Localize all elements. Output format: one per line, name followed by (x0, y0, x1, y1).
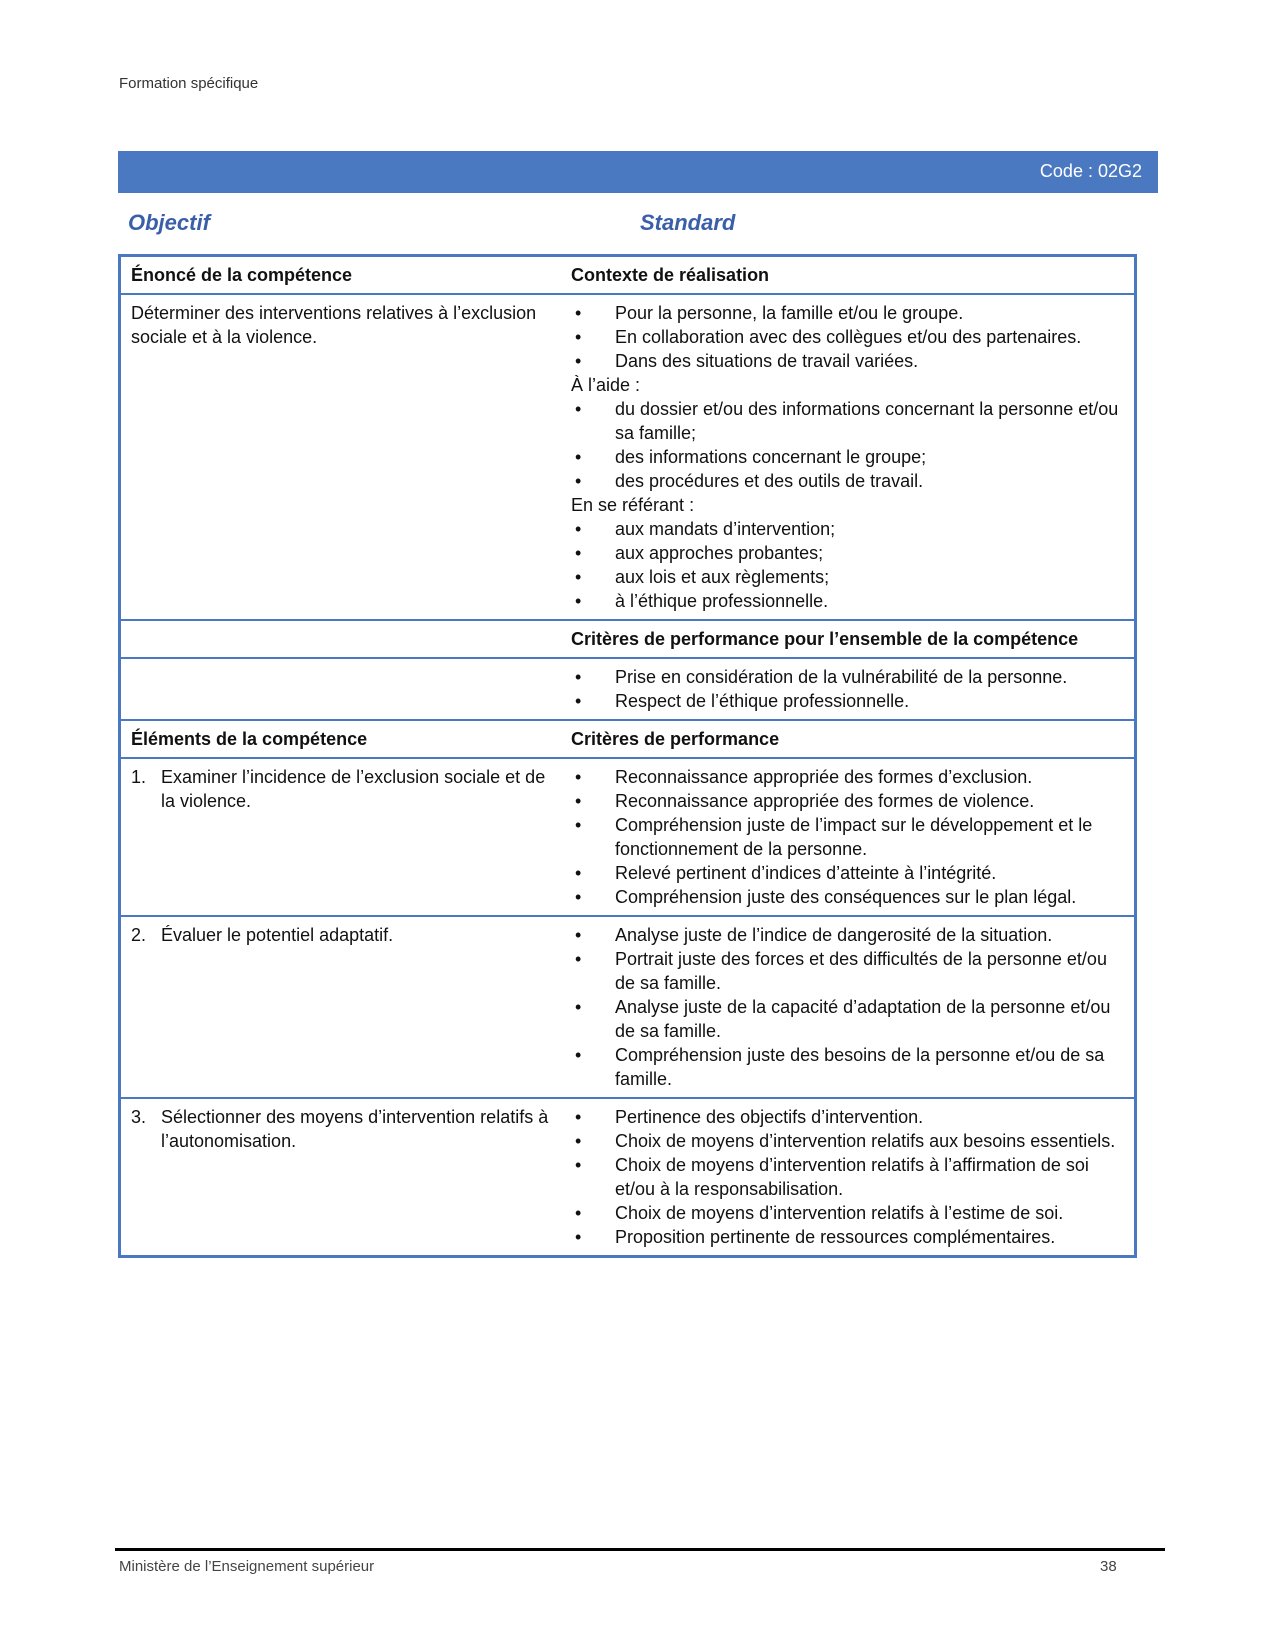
list-item: • Reconnaissance appropriée des formes de violence. (571, 789, 1128, 813)
list-item: • des procédures et des outils de travail. (571, 469, 1128, 493)
list-item: • Choix de moyens d’intervention relatifs aux besoins essentiels. (571, 1129, 1128, 1153)
list-item: • du dossier et/ou des informations concernant la personne et/ou sa famille; (571, 397, 1128, 445)
table-row (120, 658, 1136, 720)
list-item: • Pertinence des objectifs d’intervention. (571, 1105, 1128, 1129)
list-item: • Respect de l’éthique professionnelle. (571, 689, 1128, 713)
element-number: 2. (131, 925, 147, 945)
criteres-ensemble-header: Critères de performance pour l’ensemble de la compétence (571, 629, 1079, 649)
enonce-text: Déterminer des interventions relatives à l’exclusion sociale et à la violence. (131, 303, 537, 347)
footer-ministry: Ministère de l’Enseignement supérieur (119, 1558, 375, 1575)
list-item: • Choix de moyens d’intervention relatifs à l’estime de soi. (571, 1201, 1128, 1225)
list-item: • Pour la personne, la famille et/ou le groupe. (571, 301, 1128, 325)
list-item: • aux mandats d’intervention; (571, 517, 1128, 541)
element-item (131, 765, 561, 813)
contexte-header: Contexte de réalisation (571, 265, 770, 285)
list-item: • Relevé pertinent d’indices d’atteinte à l’intégrité. (571, 861, 1128, 885)
table-row (120, 1098, 1136, 1257)
table-row (120, 758, 1136, 916)
element-number: 3. (131, 1107, 147, 1127)
list-item: • Reconnaissance appropriée des formes d’exclusion. (571, 765, 1128, 789)
competency-code: Code : 02G2 (1039, 161, 1142, 181)
competency-table (118, 254, 1137, 1258)
code-bar (118, 151, 1158, 193)
list-item: • aux lois et aux règlements; (571, 565, 1128, 589)
table-row (120, 916, 1136, 1098)
list-item: • Compréhension juste de l’impact sur le développement et le fonctionnement de la personne. (571, 813, 1128, 861)
standard-title: Standard (640, 210, 736, 235)
ref-label: En se référant : (571, 495, 695, 515)
list-item: • à l’éthique professionnelle. (571, 589, 1128, 613)
list-item: • En collaboration avec des collègues et/ou des partenaires. (571, 325, 1128, 349)
aide-label: À l’aide : (571, 375, 641, 395)
objectif-title: Objectif (128, 210, 210, 235)
footer-divider (115, 1548, 1165, 1551)
elements-header: Éléments de la compétence (131, 729, 368, 749)
list-item: • aux approches probantes; (571, 541, 1128, 565)
list-item: • Compréhension juste des conséquences sur le plan légal. (571, 885, 1128, 909)
element-text: Sélectionner des moyens d’intervention relatifs à l’autonomisation. (161, 1107, 549, 1151)
list-item: • Portrait juste des forces et des difficultés de la personne et/ou de sa famille. (571, 947, 1128, 995)
list-item: • Proposition pertinente de ressources complémentaires. (571, 1225, 1128, 1249)
enonce-header: Énoncé de la compétence (131, 265, 353, 285)
element-text: Évaluer le potentiel adaptatif. (161, 925, 394, 945)
list-item: • Prise en considération de la vulnérabilité de la personne. (571, 665, 1128, 689)
element-number: 1. (131, 767, 147, 787)
list-item: • Analyse juste de la capacité d’adaptation de la personne et/ou de sa famille. (571, 995, 1128, 1043)
table-row (120, 620, 1136, 658)
element-text: Examiner l’incidence de l’exclusion sociale et de la violence. (161, 767, 546, 811)
criteres-header: Critères de performance (571, 729, 780, 749)
list-item: • des informations concernant le groupe; (571, 445, 1128, 469)
element-item (131, 923, 561, 947)
list-item: • Choix de moyens d’intervention relatifs à l’affirmation de soi et/ou à la responsabilisation. (571, 1153, 1128, 1201)
contexte-cell (571, 294, 1136, 620)
table-header-row (120, 720, 1136, 758)
running-header: Formation spécifique (119, 75, 259, 92)
table-header-row (120, 256, 1136, 295)
table-row (120, 294, 1136, 620)
page-number: 38 (1100, 1558, 1117, 1575)
list-item: • Dans des situations de travail variées. (571, 349, 1128, 373)
list-item: • Analyse juste de l’indice de dangerosité de la situation. (571, 923, 1128, 947)
list-item: • Compréhension juste des besoins de la personne et/ou de sa famille. (571, 1043, 1128, 1091)
element-item (131, 1105, 561, 1153)
